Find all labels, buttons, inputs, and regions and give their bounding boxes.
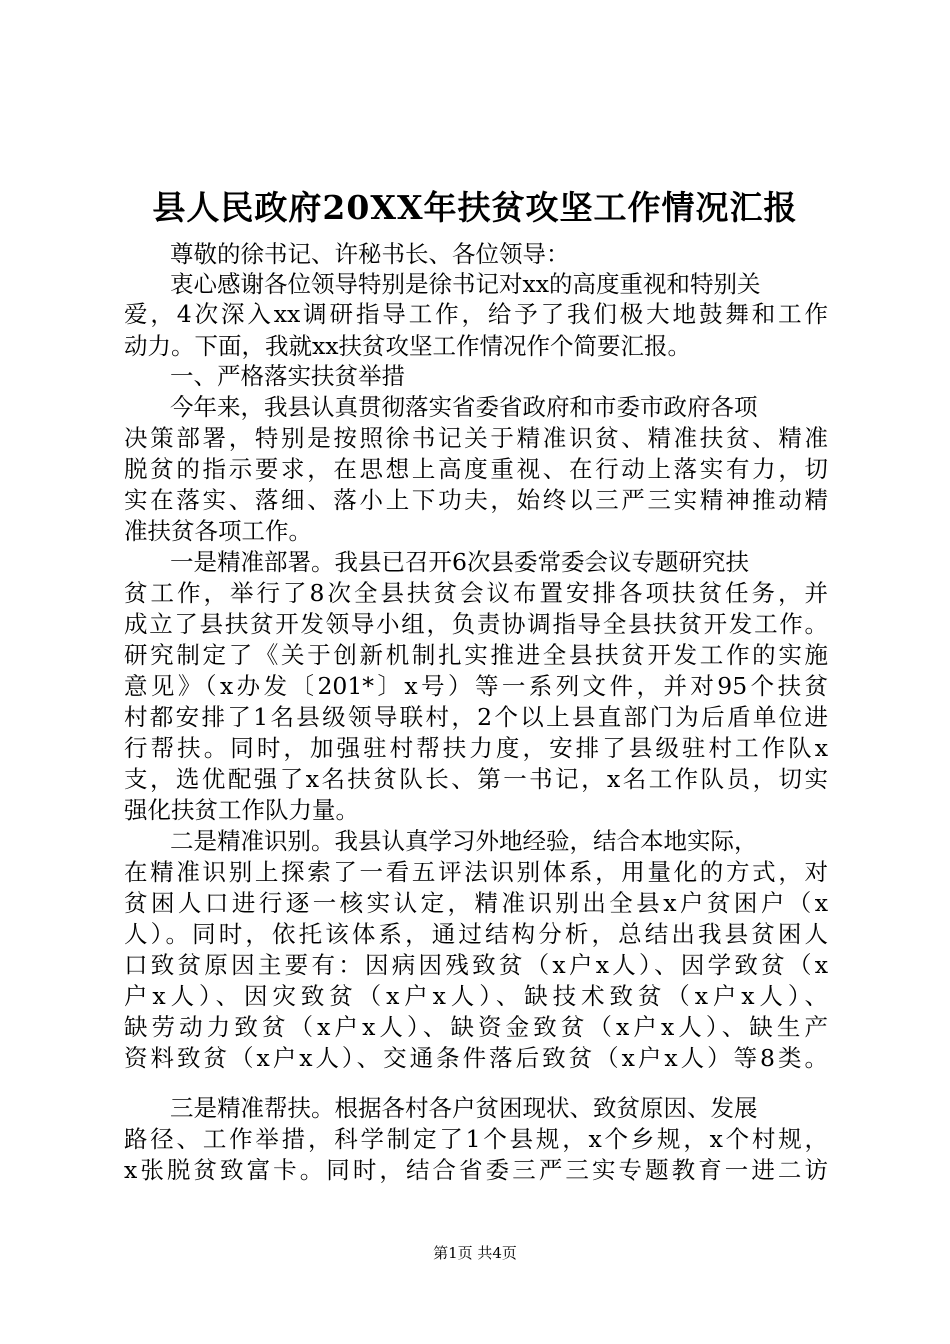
salutation: 尊敬的徐书记、许秘书长、各位领导： [170,240,570,268]
paragraph-line: 二是精准识别。我县认真学习外地经验，结合本地实际， [170,827,758,855]
paragraph-line: 支，选优配强了x名扶贫队长、第一书记，x名工作队员，切实 [124,765,828,793]
paragraph-line: 实在落实、落细、落小上下功夫，始终以三严三实精神推动精 [124,486,828,514]
paragraph-line: 决策部署，特别是按照徐书记关于精准识贫、精准扶贫、精准 [124,424,828,452]
paragraph-line: 户x人）、因灾致贫（x户x人）、缺技术致贫（x户x人）、 [124,982,828,1010]
paragraph-line: 缺劳动力致贫（x户x人）、缺资金致贫（x户x人）、缺生产 [124,1013,828,1041]
paragraph-line: 资料致贫（x户x人）、交通条件落后致贫（x户x人）等8类。 [124,1044,828,1072]
paragraph-line: 强化扶贫工作队力量。 [124,796,359,824]
paragraph-line: 今年来，我县认真贯彻落实省委省政府和市委市政府各项 [170,393,758,421]
paragraph-line: 人）。同时，依托该体系，通过结构分析，总结出我县贫困人 [124,920,828,948]
paragraph-line: 成立了县扶贫开发领导小组，负责协调指导全县扶贫开发工作。 [124,610,828,638]
paragraph-line: 动力。下面，我就xx扶贫攻坚工作情况作个简要汇报。 [124,332,692,360]
paragraph-line: x张脱贫致富卡。同时，结合省委三严三实专题教育一进二访 [124,1156,828,1184]
paragraph-line: 在精准识别上探索了一看五评法识别体系，用量化的方式，对 [124,858,828,886]
paragraph-line: 行帮扶。同时，加强驻村帮扶力度，安排了县级驻村工作队x [124,734,828,762]
paragraph-line: 研究制定了《关于创新机制扎实推进全县扶贫开发工作的实施 [124,641,828,669]
paragraph-line: 口致贫原因主要有：因病因残致贫（x户x人）、因学致贫（x [124,951,828,979]
paragraph-line: 路径、工作举措，科学制定了1个县规，x个乡规，x个村规， [124,1125,828,1153]
section-heading: 一、严格落实扶贫举措 [170,362,405,390]
document-title: 县人民政府20XX年扶贫攻坚工作情况汇报 [152,188,798,227]
paragraph-line: 爱，4次深入xx调研指导工作，给予了我们极大地鼓舞和工作 [124,300,828,328]
page-footer: 第1页 共4页 [433,1244,517,1262]
paragraph-line: 贫工作，举行了8次全县扶贫会议布置安排各项扶贫任务，并 [124,579,828,607]
paragraph-line: 贫困人口进行逐一核实认定，精准识别出全县x户贫困户（x [124,889,828,917]
paragraph-line: 村都安排了1名县级领导联村，2个以上县直部门为后盾单位进 [124,703,828,731]
paragraph-line: 脱贫的指示要求，在思想上高度重视、在行动上落实有力，切 [124,455,828,483]
paragraph-line: 准扶贫各项工作。 [124,517,312,545]
paragraph-line: 衷心感谢各位领导特别是徐书记对xx的高度重视和特别关 [170,270,761,298]
paragraph-line: 三是精准帮扶。根据各村各户贫困现状、致贫原因、发展 [170,1094,758,1122]
paragraph-line: 意见》（x办发〔201*〕x号）等一系列文件，并对95个扶贫 [124,672,828,700]
paragraph-line: 一是精准部署。我县已召开6次县委常委会议专题研究扶 [170,548,749,576]
